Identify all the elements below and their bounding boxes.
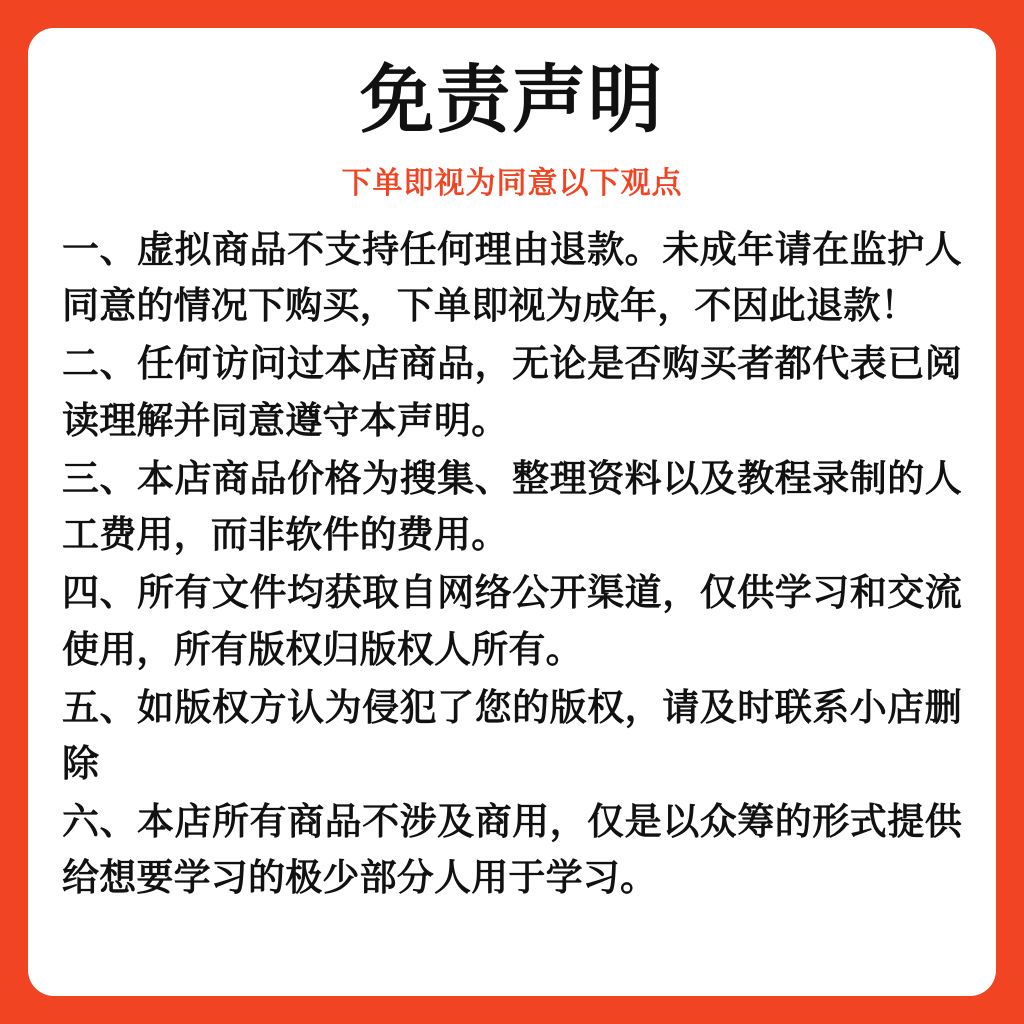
clause-list [62, 222, 962, 909]
subtitle: 下单即视为同意以下观点 [341, 166, 683, 200]
clause-item: 六、本店所有商品不涉及商用，仅是以众筹的形式提供给想要学习的极少部分人用于学习。 [62, 801, 962, 899]
clause-item: 一、虚拟商品不支持任何理由退款。未成年请在监护人同意的情况下购买，下单即视为成年，不因此退款！ [62, 228, 962, 327]
disclaimer-card [28, 28, 996, 996]
clause-item: 三、本店商品价格为搜集、整理资料以及教程录制的人工费用，而非软件的费用。 [62, 457, 962, 556]
clause-item: 五、如版权方认为侵犯了您的版权，请及时联系小店删除 [62, 686, 962, 785]
clause-item: 四、所有文件均获取自网络公开渠道，仅供学习和交流使用，所有版权归版权人所有。 [62, 572, 962, 670]
clause-item: 二、任何访问过本店商品，无论是否购买者都代表已阅读理解并同意遵守本声明。 [62, 343, 962, 441]
page-title: 免责声明 [360, 58, 664, 141]
